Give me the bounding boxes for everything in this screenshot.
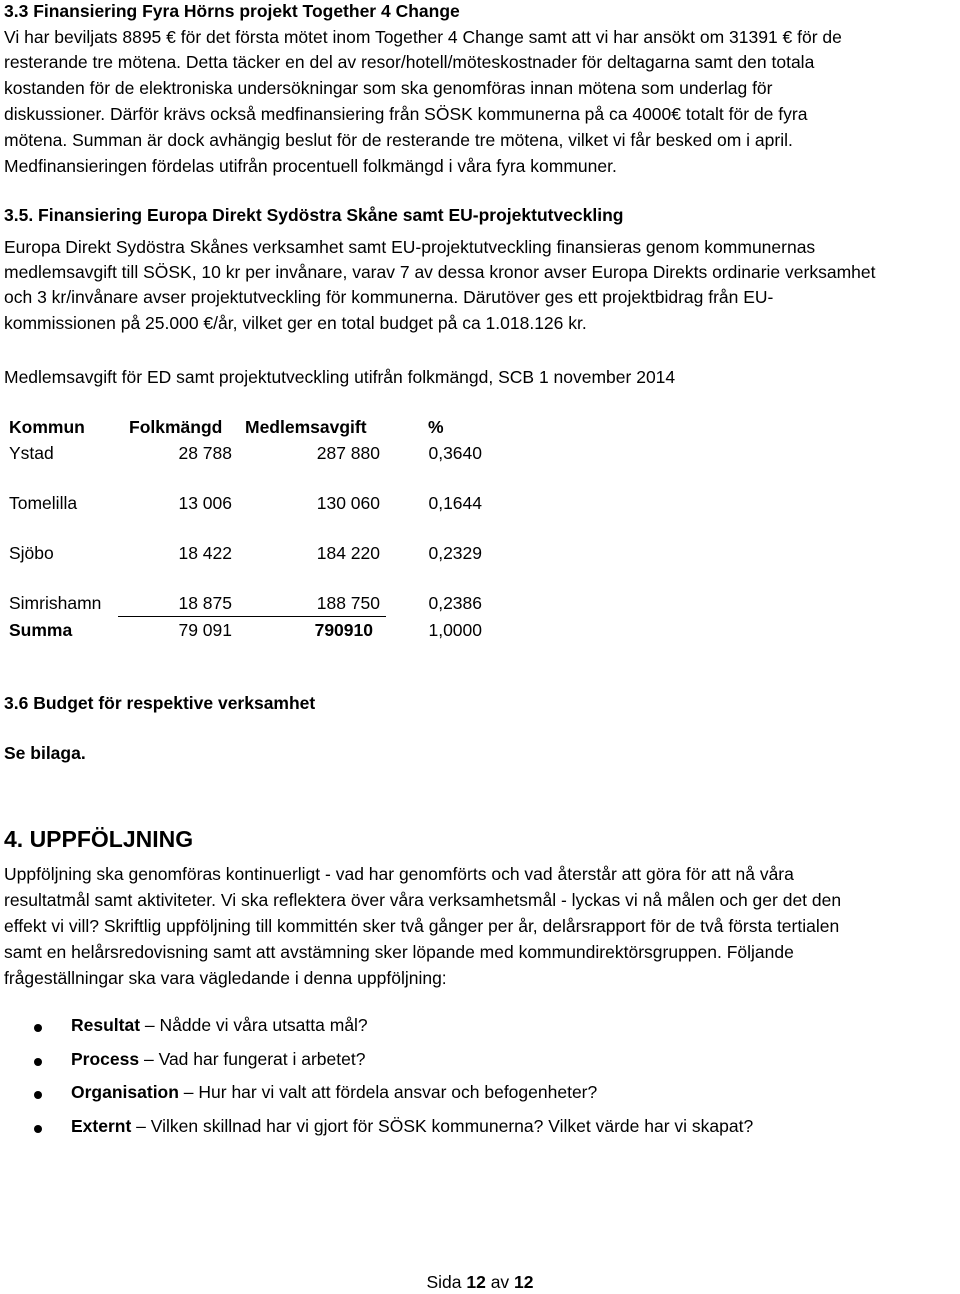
- table-header-kommun: Kommun: [9, 417, 85, 437]
- section-4-line: frågeställningar ska vara vägledande i denna uppföljning:: [4, 968, 447, 988]
- sum-rule: [118, 616, 386, 617]
- section-3-3-line: Vi har beviljats 8895 € för det första mötet inom Together 4 Change samt att vi har ansökt om 31391 € för de: [4, 27, 842, 47]
- list-item-text: [71, 1049, 365, 1070]
- section-3-5-heading: 3.5. Finansiering Europa Direkt Sydöstra Skåne samt EU-projektutveckling: [4, 205, 624, 225]
- table-cell-kommun: Simrishamn: [9, 593, 102, 613]
- table-total-percent: 1,0000: [428, 620, 482, 640]
- table-cell-percent: 0,2329: [428, 543, 482, 563]
- section-4-line: Uppföljning ska genomföras kontinuerligt - vad har genomförts och vad återstår att göra för att nå våra: [4, 864, 794, 884]
- table-cell-folkmangd: 18 422: [178, 543, 232, 563]
- table-cell-folkmangd: 28 788: [178, 443, 232, 463]
- section-3-3-line: resterande tre mötena. Detta täcker en del av resor/hotell/möteskostnader för deltagarna samt den totala: [4, 52, 815, 72]
- list-item-text: [71, 1116, 753, 1137]
- section-4-line: resultatmål samt aktiviteter. Vi ska reflektera över våra verksamhetsmål - lyckas vi nå målen och ger det den: [4, 890, 842, 910]
- bullet-icon: [34, 1024, 42, 1032]
- table-cell-percent: 0,1644: [428, 493, 482, 513]
- list-item-term: Process: [71, 1048, 140, 1069]
- list-item-term: Externt: [71, 1115, 132, 1136]
- section-4-line: effekt vi vill? Skriftlig uppföljning till kommittén sker två gånger per år, delårsrapport för de två första tertialen: [4, 916, 840, 936]
- table-cell-medlemsavgift: 130 060: [316, 493, 380, 513]
- table-cell-medlemsavgift: 184 220: [316, 543, 380, 563]
- section-3-3-heading: 3.3 Finansiering Fyra Hörns projekt Together 4 Change: [4, 1, 460, 21]
- table-cell-kommun: Tomelilla: [9, 493, 78, 513]
- list-item: [0, 1015, 960, 1049]
- table-cell-medlemsavgift: 287 880: [316, 443, 380, 463]
- table-cell-percent: 0,2386: [428, 593, 482, 613]
- table-cell-medlemsavgift: 188 750: [316, 593, 380, 613]
- footer-page-total: 12: [514, 1272, 534, 1292]
- list-item: [0, 1082, 960, 1116]
- section-3-3-line: Medfinansieringen fördelas utifrån procentuell folkmängd i våra fyra kommuner.: [4, 156, 617, 176]
- list-item-text: [71, 1082, 597, 1103]
- table-cell-kommun: Ystad: [9, 443, 54, 463]
- list-item-term: Resultat: [71, 1015, 141, 1035]
- section-3-5-line: kommissionen på 25.000 €/år, vilket ger en total budget på ca 1.018.126 kr.: [4, 313, 587, 333]
- table-cell-folkmangd: 13 006: [178, 493, 232, 513]
- table-cell-folkmangd: 18 875: [178, 593, 232, 613]
- follow-up-questions-list: [0, 1015, 960, 1149]
- list-item-desc: – Nådde vi våra utsatta mål?: [140, 1015, 368, 1035]
- table-total-label: Summa: [9, 620, 73, 640]
- table-cell-kommun: Sjöbo: [9, 543, 54, 563]
- section-3-5-line: och 3 kr/invånare avser projektutveckling för kommunerna. Därutöver ges ett projektbidrag från EU-: [4, 287, 774, 307]
- list-item: [0, 1116, 960, 1150]
- footer-prefix: Sida: [426, 1272, 467, 1292]
- footer-middle: av: [485, 1272, 515, 1292]
- table-header-folkmangd: Folkmängd: [129, 417, 223, 437]
- page-footer: [0, 1272, 960, 1293]
- bullet-icon: [34, 1091, 42, 1099]
- section-3-6-note: Se bilaga.: [4, 743, 86, 763]
- section-3-3-line: kostanden för de elektroniska undersökningar som ska genomföras innan mötena som underlag för: [4, 78, 773, 98]
- list-item-desc: – Hur har vi valt att fördela ansvar och befogenheter?: [178, 1082, 598, 1102]
- table-total-folkmangd: 79 091: [178, 620, 232, 640]
- list-item-desc: – Vad har fungerat i arbetet?: [139, 1048, 366, 1069]
- footer-page-number: 12: [466, 1272, 486, 1292]
- list-item-text: [71, 1015, 368, 1036]
- bullet-icon: [34, 1058, 42, 1066]
- section-3-5-line: medlemsavgift till SÖSK, 10 kr per invånare, varav 7 av dessa kronor avser Europa Direkts ordinarie verksamhet: [4, 262, 876, 282]
- section-3-6-heading: 3.6 Budget för respektive verksamhet: [4, 693, 316, 713]
- list-item: [0, 1049, 960, 1083]
- table-header-percent: %: [428, 417, 444, 437]
- table-header-medlemsavgift: Medlemsavgift: [245, 417, 367, 437]
- table-caption: Medlemsavgift för ED samt projektutveckling utifrån folkmängd, SCB 1 november 2014: [4, 367, 676, 387]
- section-4-heading: 4. UPPFÖLJNING: [4, 826, 194, 852]
- table-total-medlemsavgift: 790910: [314, 620, 373, 640]
- list-item-term: Organisation: [71, 1082, 179, 1102]
- section-4-line: samt en helårsredovisning samt att avstämning sker löpande med kommundirektörsgruppen. Följande: [4, 942, 794, 962]
- list-item-desc: – Vilken skillnad har vi gjort för SÖSK kommunerna? Vilket värde har vi skapat?: [131, 1115, 754, 1136]
- section-3-3-line: diskussioner. Därför krävs också medfinansiering från SÖSK kommunerna på ca 4000€ totalt för de fyra: [4, 104, 808, 124]
- section-3-3-line: mötena. Summan är dock avhängig beslut för de resterande tre mötena, vilket vi får besked om i april.: [4, 130, 793, 150]
- bullet-icon: [34, 1125, 42, 1133]
- section-3-5-line: Europa Direkt Sydöstra Skånes verksamhet samt EU-projektutveckling finansieras genom kommunernas: [4, 237, 816, 257]
- table-cell-percent: 0,3640: [428, 443, 482, 463]
